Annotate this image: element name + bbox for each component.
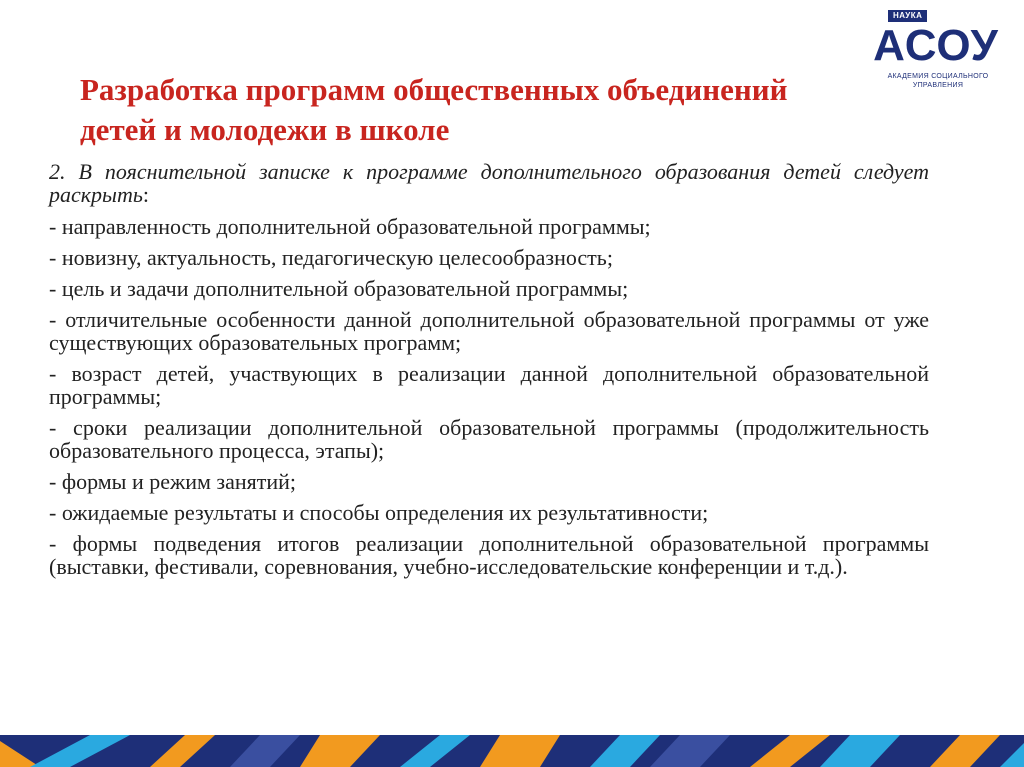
list-item: - ожидаемые результаты и способы определения их результативности;: [49, 500, 709, 525]
intro-paragraph: [49, 160, 929, 206]
decorative-footer-band: [0, 735, 1024, 767]
list-item: - направленность дополнительной образовательной программы;: [49, 214, 651, 239]
slide-title: Разработка программ общественных объединений детей и молодежи в школе: [80, 72, 788, 147]
list-item: - цель и задачи дополнительной образовательной программы;: [49, 276, 629, 301]
logo-wordmark: АСОУ: [873, 21, 999, 70]
logo-subtitle-line2: УПРАВЛЕНИЯ: [912, 82, 964, 89]
list-item: - новизну, актуальность, педагогическую целесообразность;: [49, 245, 613, 270]
asou-logo: [868, 8, 1004, 96]
intro-colon: :: [142, 182, 149, 207]
logo-subtitle-line1: АКАДЕМИЯ СОЦИАЛЬНОГО: [887, 73, 989, 80]
list-item: - формы подведения итогов реализации дополнительной образовательной программы (выставки, фестивали, соревнования, учебно-исследовательские конференции и т.д.).: [49, 531, 929, 579]
list-item: - возраст детей, участвующих в реализации данной дополнительной образовательной программы;: [49, 361, 929, 409]
logo-badge: НАУКА: [888, 10, 927, 22]
slide-body: [49, 160, 929, 586]
list-item: - формы и режим занятий;: [49, 469, 297, 494]
list-item: - сроки реализации дополнительной образовательной программы (продолжительность образовательного процесса, этапы);: [49, 415, 929, 463]
requirements-list: [49, 215, 929, 578]
logo-subtitle: [872, 72, 1004, 90]
intro-italic: 2. В пояснительной записке к программе дополнительного образования детей следует раскрыть: [49, 159, 929, 207]
list-item: - отличительные особенности данной дополнительной образовательной программы от уже существующих образовательных программ;: [49, 307, 929, 355]
